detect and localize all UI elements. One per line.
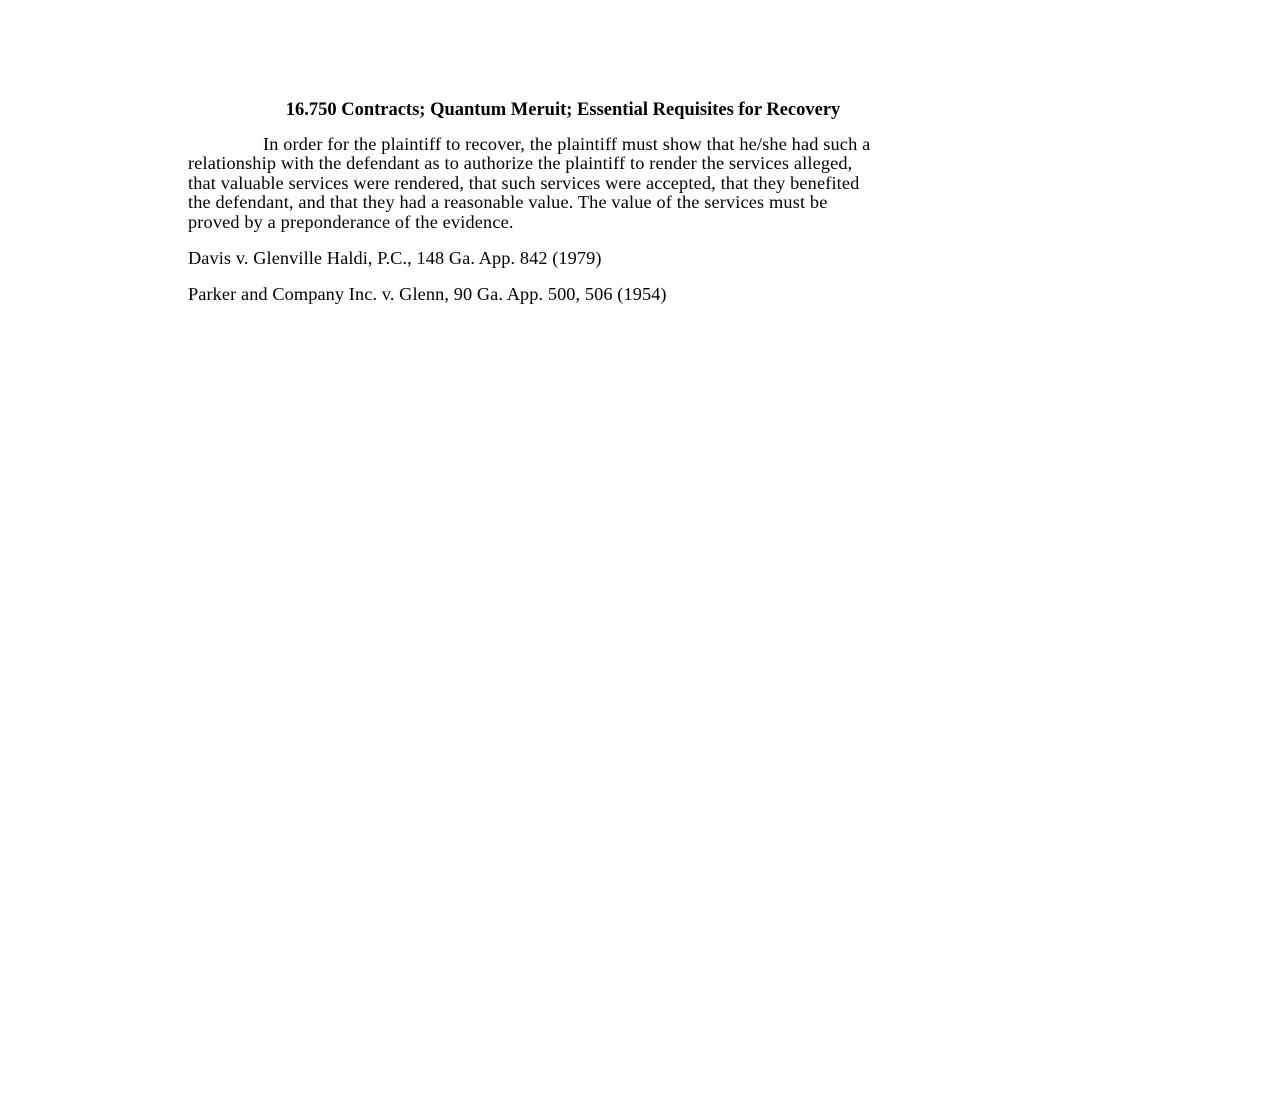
citation-davis: Davis v. Glenville Haldi, P.C., 148 Ga. App. 842 (1979) <box>188 248 602 268</box>
page-title <box>188 99 1088 121</box>
citation-parker: Parker and Company Inc. v. Glenn, 90 Ga. App. 500, 506 (1954) <box>188 284 667 304</box>
paragraph-line: In order for the plaintiff to recover, the plaintiff must show that he/she had such a <box>263 134 871 154</box>
paragraph-line: the defendant, and that they had a reasonable value. The value of the services must be <box>188 192 828 213</box>
title-text: 16.750 Contracts; Quantum Meruit; Essential Requisites for Recovery <box>285 100 841 120</box>
paragraph-line: that valuable services were rendered, that such services were accepted, that they benefited <box>188 172 860 193</box>
paragraph-line: proved by a preponderance of the evidence. <box>188 211 514 232</box>
paragraph-line: relationship with the defendant as to authorize the plaintiff to render the services alleged, <box>188 153 853 174</box>
body-paragraph <box>188 135 1093 232</box>
